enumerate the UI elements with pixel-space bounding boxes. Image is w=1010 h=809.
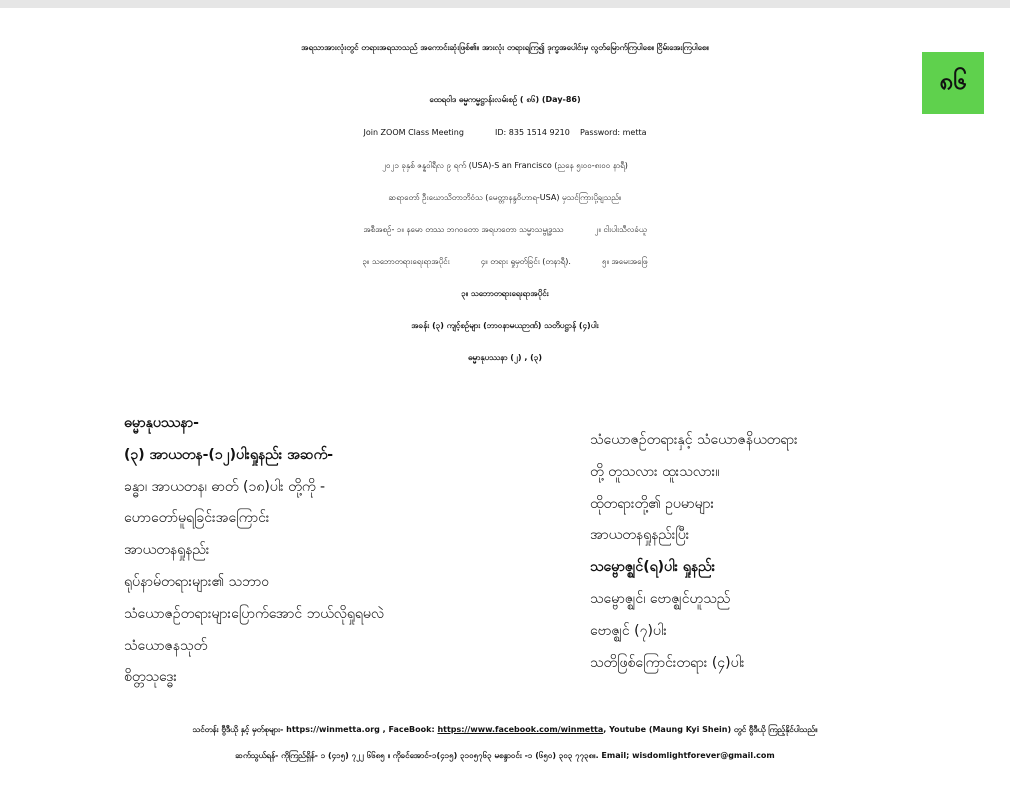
zoom-password: Password: metta [580, 128, 647, 137]
schedule-label: အစီအစဥ်- [363, 225, 395, 234]
schedule-item-5: ၅။ အမေးအဖြေ [601, 257, 648, 266]
teacher-line: ဆရာတော် ဦးဃောသိတာဘိဝံသ (မေတ္တာနန္ဒဝိဟာရ-USA) မှသင်ကြားပို့ချသည်။ [388, 193, 622, 202]
schedule-row-2 [0, 256, 1010, 268]
list-item: အာယတနရှုနည်းပြီး [590, 527, 690, 544]
list-item: ဗောဇ္ဈင် (၇)ပါး [590, 622, 667, 639]
list-item: စိတ္တသုဒ္ဓေး [124, 669, 177, 686]
list-item: တို့ တူသလား ထူးသလား။ [590, 463, 720, 480]
list-item: အာယတနရှုနည်း [124, 542, 210, 559]
list-item: သတိဖြစ်ကြောင်းတရား (၄)ပါး [590, 654, 745, 671]
right-column [590, 425, 798, 679]
list-item: သမ္ဗောဇ္ဈင်၊ ဗောဇ္ဈင်ဟူသည် [590, 590, 731, 607]
list-item: (၃) အာယတန-(၁၂)ပါးရှုနည်း အဆက်- [124, 446, 334, 463]
section-heading: ၃။ သဘောတရားရေးရာအပိုင်း [461, 289, 549, 298]
list-item: ထိုတရားတို့၏ ဥပမာများ [590, 495, 715, 512]
page-title: ထေရဝါဒ ဓမ္မကမ္မဋ္ဌာန်းလမ်းစဥ် ( ၈၆) (Day-86) [429, 95, 581, 104]
footer-line-1 [0, 724, 1010, 736]
list-item: သမ္ဗောဇ္ဈင်(ရ)ပါး ရှုနည်း [590, 559, 716, 576]
schedule-item-3: ၃။ သဘောတရားရေးရာအပိုင်း [362, 257, 450, 266]
schedule-item-4: ၄။ တရား ရှုမှတ်ခြင်း (တနာရီ). [480, 257, 571, 266]
schedule-item-2: ၂။ ငါးပါးသီလခံယူ [594, 225, 647, 234]
list-item: ခန္ဓာ၊ အာယတန၊ ဓာတ် (၁၈)ပါး တို့ကို - [124, 478, 326, 495]
facebook-link[interactable]: https://www.facebook.com/winmetta [437, 725, 604, 734]
list-item: သံယောဇနသုတ် [124, 637, 208, 654]
zoom-meeting-line [0, 128, 1010, 137]
list-item: ဟောတော်မူရခြင်းအကြောင်း [124, 510, 270, 527]
zoom-meeting-id: ID: 835 1514 9210 [495, 128, 570, 137]
date-line: ၂၀၂၁ ခုနှစ် ဇန္နဝါရီလ ၉ ရက် (USA)-S an Francisco (ညနေ ၅း၀၀-၈း၀၀ နာရီ) [382, 161, 628, 170]
footer-suffix: , Youtube (Maung Kyi Shein) တွင် ဗွီဒီယို ကြည့်နိုင်ပါသည်။ [603, 725, 818, 734]
list-item: ဓမ္မာနုပဿနာ- [124, 415, 199, 431]
list-item: သံယောဇဥ်တရားများပြောက်အောင် ဘယ်လိုရှုရမလဲ [124, 605, 385, 622]
left-column [124, 408, 384, 694]
schedule-row-1 [0, 224, 1010, 236]
chapter-heading: အခန်း (၃) ကျင့်စဥ်များ (ဘာဝနာမယဉာဏ်) သတိပဋ္ဌာန် (၄)ပါး [411, 321, 599, 330]
sub-heading: ဓမ္မာနုပဿနာ (၂) , (၃) [468, 353, 542, 362]
top-bar [0, 0, 1010, 8]
zoom-label: Join ZOOM Class Meeting [363, 128, 464, 137]
footer-prefix: သင်တန်း ဗွီဒီယို နှင့် မှတ်စုများ- https://winmetta.org , FaceBook: [192, 725, 438, 734]
list-item: သံယောဇဥ်တရားနှင့် သံယောဇနိယတရား [590, 432, 798, 448]
page-number-badge: ၈၆ [922, 52, 984, 114]
schedule-item-1: ၁။ နမော တဿ ဘဂဝတော အရဟတော သမ္မာသမ္ဗုဒ္ဓဿ [396, 225, 564, 234]
header-motto: အရသာအားလုံးတွင် တရားအရသာသည် အကောင်းဆုံးဖြစ်၏။ အားလုံး တရားရကြ၍ ဒုက္ခအပေါင်းမှ လွတ်မြောက်ကြပါစေ။ ငြိမ်းအေးကြပါစေ။ [301, 43, 709, 52]
footer-line-2: ဆက်သွယ်ရန်- ကိုကြည်ရှိန်- ၁ (၄၁၅) ၇၂၂ ၆၆၈၅ ။ ကိုခင်အောင်-၁(၄၁၅) ၃၁၀၅၇၆၃ မစန္ဒာဝင်း -၁ (၆၅၀) ၃၀၃ ၇၇၃၈။. Email; wisdomlightforever@gmail.com [235, 751, 775, 760]
list-item: ရုပ်နာမ်တရားများ၏ သဘာဝ [124, 573, 270, 590]
